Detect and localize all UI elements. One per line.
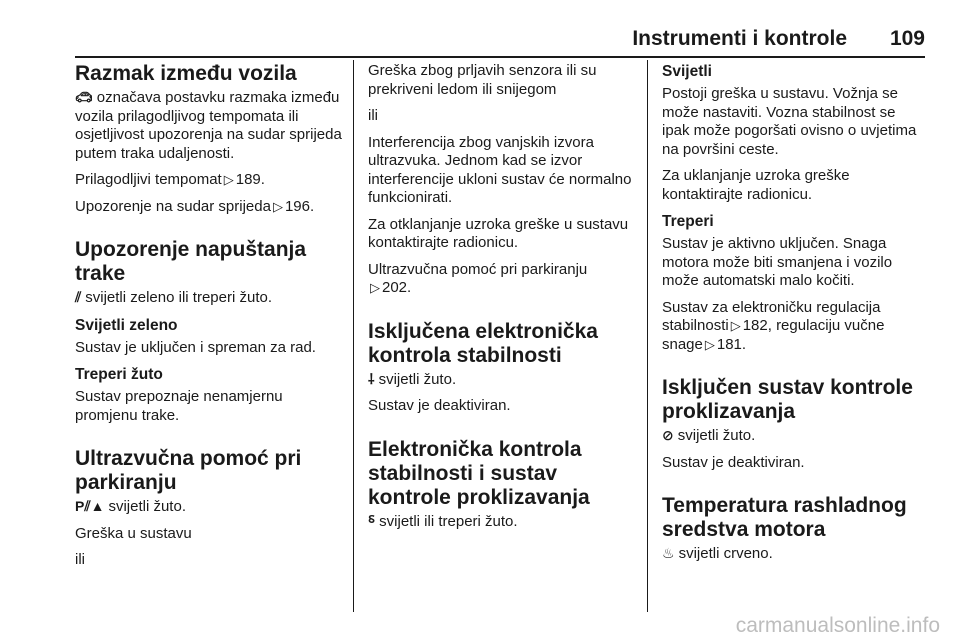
page-header (75, 26, 925, 58)
subheading-flash: Treperi (662, 213, 714, 230)
heading-park: Ultrazvučna pomoć pri parkiranju (75, 447, 302, 494)
page-number: 109 (889, 27, 925, 50)
page-reference-arrow-icon: ▷ (370, 280, 380, 295)
paragraph: Greška u sustavu (75, 524, 192, 542)
paragraph: Ultrazvučna pomoć pri parkiranju ▷ 202. (368, 260, 588, 296)
heading-esc-off: Isključena elektronička kontrola stabilnosti (368, 319, 598, 367)
subheading-lit: Svijetli (662, 63, 712, 80)
paragraph: ⸹ svijetli ili treperi žuto. (368, 512, 518, 530)
heading-lane: Upozorenje napuštanja trake (75, 238, 307, 285)
car-distance-icon: 🚗︎ (75, 89, 93, 105)
column-3 (662, 62, 927, 572)
page-link[interactable]: 202. (382, 279, 412, 296)
paragraph: Sustav za elektroničku regulacija stabilnosti ▷ 182, regulaciju vučne snage ▷ 181. (662, 298, 885, 353)
subheading-yellow: Treperi žuto (75, 366, 163, 383)
heading-temp: Temperatura rashladnog sredstva motora (662, 494, 907, 541)
column-divider (647, 60, 648, 612)
heading-esc: Elektronička kontrola stabilnosti i sustav kontrole proklizavanja (368, 437, 590, 509)
lane-departure-icon: ⫽ (75, 289, 82, 305)
column-1 (75, 62, 345, 578)
paragraph: Za uklanjanje uzroka greške kontaktirajte radionicu. (662, 167, 850, 203)
paragraph: ⫽ svijetli zeleno ili treperi žuto. (75, 289, 272, 306)
page-reference-arrow-icon: ▷ (223, 172, 234, 187)
paragraph: P⫽▲ svijetli žuto. (75, 498, 186, 515)
esc-off-icon: ⸸ (368, 370, 375, 387)
coolant-temperature-icon: ♨ (662, 545, 675, 561)
park-assist-icon: P⫽▲ (75, 498, 105, 514)
page-link[interactable]: 189. (235, 171, 265, 188)
header-title: Instrumenti i kontrole (632, 27, 847, 50)
paragraph: ⸸ svijetli žuto. (368, 370, 457, 388)
paragraph: Upozorenje na sudar sprijeda ▷ 196. (75, 197, 315, 215)
paragraph: Sustav je aktivno uključen. Snaga motora može biti smanjena i vozilo može automatski malo kočiti. (662, 235, 893, 289)
page-link[interactable]: 182, regulaciju vučne snage (662, 317, 885, 353)
page-link[interactable]: 181. (716, 335, 747, 353)
paragraph: 🚗︎ označava postavku razmaka između vozila prilagodljivog tempomata ili osjetljivost upozorenja na sudar sprijeda putem traka udaljenosti. (75, 89, 342, 162)
paragraph: Sustav je deaktiviran. (662, 453, 805, 471)
heading-distance: Razmak između vozila (75, 62, 297, 85)
paragraph: Sustav je deaktiviran. (368, 397, 511, 414)
paragraph: Prilagodljivi tempomat ▷ 189. (75, 171, 265, 188)
paragraph: ♨ svijetli crveno. (662, 545, 773, 562)
column-divider (353, 60, 354, 612)
paragraph: Postoji greška u sustavu. Vožnja se može nastaviti. Vozna stabilnost se ipak može pogoršati ovisno o uvjetima na površini ceste. (662, 85, 917, 158)
paragraph: ili (75, 551, 85, 568)
page-reference-arrow-icon: ▷ (730, 318, 741, 333)
paragraph: Sustav je uključen i spreman za rad. (75, 338, 316, 356)
page-reference-arrow-icon: ▷ (704, 336, 715, 352)
paragraph: Interferencija zbog vanjskih izvora ultrazvuka. Jednom kad se izvor interferencije ukloni sustav će normalno funkcionirati. (368, 133, 632, 206)
esc-icon: ⸹ (368, 512, 376, 529)
paragraph: ⊘ svijetli žuto. (662, 427, 756, 444)
watermark: carmanualsonline.info (735, 614, 940, 637)
heading-tc-off: Isključen sustav kontrole proklizavanja (662, 376, 913, 423)
page-link[interactable]: 196. (284, 197, 315, 215)
traction-control-off-icon: ⊘ (662, 427, 674, 443)
paragraph: Za otklanjanje uzroka greške u sustavu kontaktirajte radionicu. (368, 215, 629, 251)
paragraph: Greška zbog prljavih senzora ili su prekriveni ledom ili snijegom (368, 62, 597, 98)
column-2 (368, 62, 633, 539)
page-reference-arrow-icon: ▷ (272, 198, 283, 214)
paragraph: Sustav prepoznaje nenamjernu promjenu trake. (75, 388, 283, 424)
subheading-green: Svijetli zeleno (75, 316, 178, 334)
paragraph: ili (368, 107, 378, 124)
